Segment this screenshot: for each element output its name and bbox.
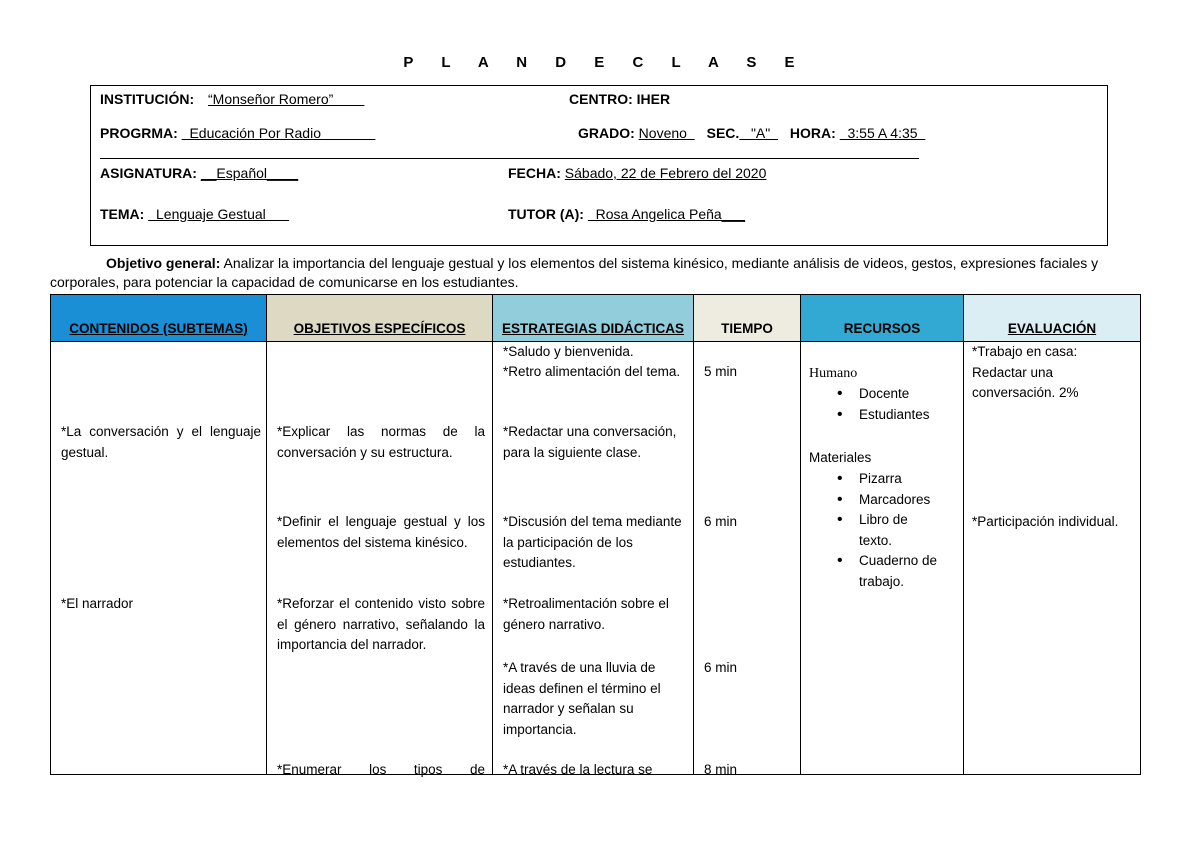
- evaluacion-1: *Trabajo en casa: Redactar una conversación. 2%: [972, 344, 1079, 400]
- estrategia-2: *Redactar una conversación, para la siguiente clase.: [503, 424, 677, 460]
- estrategia-1b: *Retro alimentación del tema.: [503, 364, 681, 379]
- list-item: • Docente: [801, 384, 961, 405]
- sec-label: SEC.: [706, 125, 740, 141]
- contenido-1-text: *La conversación y el lenguaje gestual.: [61, 424, 261, 460]
- centro-label: CENTRO: IHER: [569, 91, 671, 107]
- tiempo-1: 5 min: [704, 364, 738, 379]
- list-item: • Cuaderno de trabajo.: [801, 551, 953, 592]
- header-evaluacion: EVALUACIÓN: [964, 295, 1141, 342]
- list-item: • Pizarra: [801, 469, 961, 490]
- tutor-field: [508, 206, 745, 222]
- fecha-label: FECHA:: [508, 165, 561, 181]
- objetivo-text: Analizar la importancia del lenguaje gestual y los elementos del sistema kinésico, mediante análisis de videos, gestos, expresiones faciales y corporales, para potenciar la capacidad de comunicarse en los estudiantes.: [50, 255, 1099, 290]
- evaluacion-2: *Participación individual.: [972, 514, 1119, 529]
- header-recursos: RECURSOS: [801, 295, 964, 342]
- cell-estrategias: [493, 342, 694, 775]
- cell-recursos: [801, 342, 964, 775]
- estrategia-4: *Retroalimentación sobre el género narrativo.: [503, 596, 669, 632]
- programa-field: [100, 125, 375, 141]
- institucion-field: [100, 91, 364, 107]
- asignatura-label: ASIGNATURA:: [100, 165, 197, 181]
- hora-label: HORA:: [789, 125, 836, 141]
- hora-value: 3:55 A 4:35: [839, 125, 926, 141]
- programa-label: PROGRMA:: [100, 125, 178, 141]
- contenido-1: [61, 422, 261, 463]
- cell-contenidos: [51, 342, 267, 775]
- cell-tiempo: [694, 342, 801, 775]
- asignatura-field: [100, 165, 298, 181]
- institucion-label: INSTITUCIÓN:: [100, 91, 195, 107]
- programa-value: Educación Por Radio: [181, 125, 376, 141]
- objetivo-1: *Explicar las normas de la conversación y su estructura.: [277, 424, 485, 460]
- table-row: [51, 342, 1141, 775]
- recursos-humano-label: Humano: [809, 366, 858, 381]
- estrategia-6: *A través de la lectura se: [503, 762, 653, 777]
- recursos-materiales-label: Materiales: [809, 450, 872, 465]
- header-divider: [100, 158, 919, 159]
- plan-table: [50, 294, 1141, 775]
- fecha-value: Sábado, 22 de Febrero del 2020: [564, 165, 767, 181]
- institucion-value: “Monseñor Romero”: [208, 91, 365, 107]
- cell-evaluacion: [964, 342, 1141, 775]
- objetivo-3: *Reforzar el contenido visto sobre el género narrativo, señalando la importancia del narrador.: [277, 596, 485, 652]
- estrategia-3: *Discusión del tema mediante la participación de los estudiantes.: [503, 514, 682, 570]
- list-item: • Libro de texto.: [801, 510, 923, 551]
- tema-field: [100, 206, 289, 222]
- contenido-2: *El narrador: [61, 596, 134, 611]
- grado-field: [578, 125, 925, 141]
- objetivo-2: *Definir el lenguaje gestual y los elementos del sistema kinésico.: [277, 514, 485, 550]
- tema-value: Lenguaje Gestual: [148, 206, 290, 222]
- list-item: • Marcadores: [801, 490, 961, 511]
- objetivo-general: [50, 254, 1150, 292]
- header-tiempo: TIEMPO: [694, 295, 801, 342]
- tiempo-2: 6 min: [704, 514, 738, 529]
- header-objetivos: OBJETIVOS ESPECÍFICOS: [267, 295, 493, 342]
- grado-label: GRADO:: [578, 125, 635, 141]
- page-title: P L A N D E C L A S E: [403, 54, 807, 71]
- tutor-value: Rosa Angelica Peña___: [587, 206, 746, 222]
- tema-label: TEMA:: [100, 206, 145, 222]
- header-contenidos: CONTENIDOS (SUBTEMAS): [51, 295, 267, 342]
- header-estrategias: ESTRATEGIAS DIDÁCTICAS: [493, 295, 694, 342]
- tiempo-3: 6 min: [704, 660, 738, 675]
- fecha-field: [508, 165, 766, 181]
- estrategia-5: *A través de una lluvia de ideas definen el término el narrador y señalan su importancia.: [503, 660, 661, 737]
- list-item: • Estudiantes: [801, 405, 961, 426]
- estrategia-1a: *Saludo y bienvenida.: [503, 344, 634, 359]
- recursos-humano-list: [801, 384, 961, 425]
- objetivo-label: Objetivo general:: [106, 255, 221, 271]
- asignatura-value: __Español____: [200, 165, 299, 181]
- sec-value: "A": [739, 125, 779, 141]
- tutor-label: TUTOR (A):: [508, 206, 584, 222]
- recursos-materiales-list: [801, 469, 961, 592]
- cell-objetivos: [267, 342, 493, 775]
- table-header-row: [51, 295, 1141, 342]
- grado-value: Noveno: [638, 125, 695, 141]
- tiempo-4: 8 min: [704, 762, 738, 777]
- objetivo-4: *Enumerar los tipos de: [277, 762, 485, 777]
